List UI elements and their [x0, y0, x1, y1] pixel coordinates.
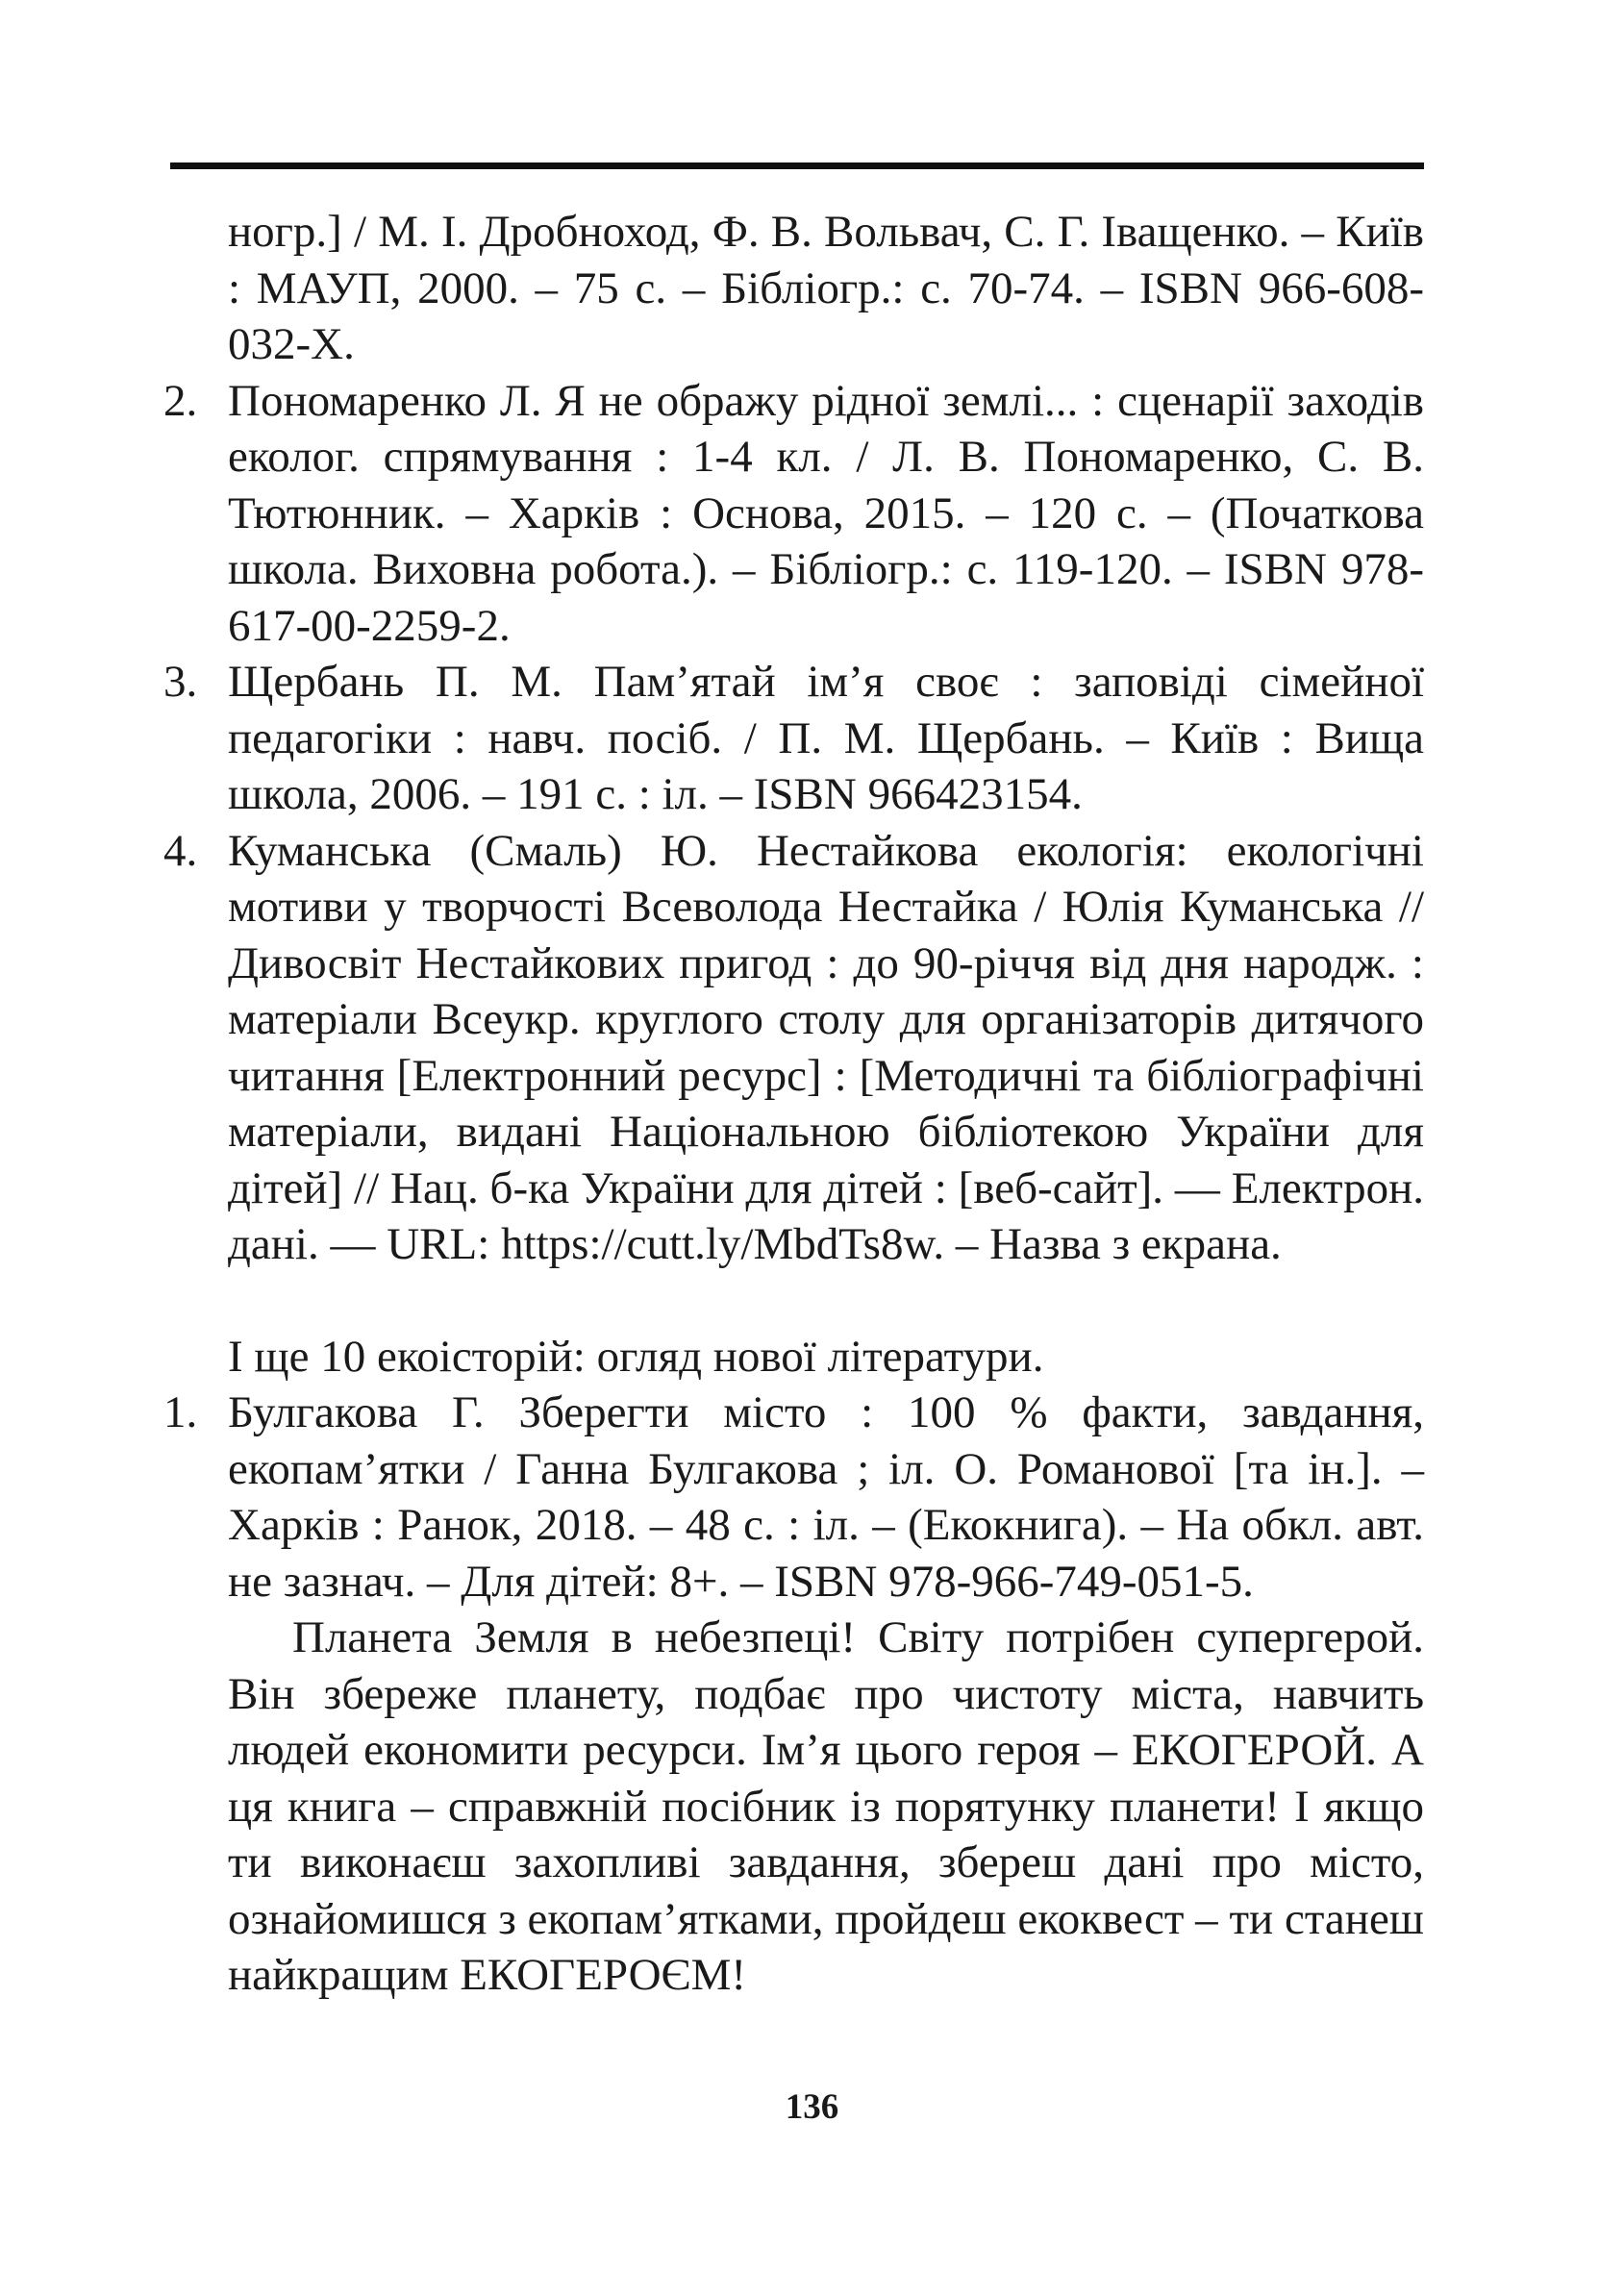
section-spacer	[163, 1273, 1424, 1329]
reference-continuation: ногр.] / М. І. Дробноход, Ф. В. Вольвач, С. Г. Іващенко. – Київ : МАУП, 2000. – 75 с. – Бібліогр.: с. 70-74. – ISBN 966-608-032-X.	[228, 207, 1424, 369]
header-rule	[170, 162, 1424, 169]
reference-list	[163, 373, 1424, 1273]
page-number: 136	[785, 2087, 839, 2127]
list-item	[163, 654, 1424, 823]
list-item-number: 4.	[163, 825, 198, 876]
list-item-number: 2.	[163, 375, 198, 426]
list-item-number: 1.	[163, 1387, 198, 1437]
list-item-number: 3.	[163, 657, 198, 707]
list-item-text: Пономаренко Л. Я не ображу рідної землі... : сценарії заходів еколог. спрямування : 1-4 кл. / Л. В. Пономаренко, С. В. Тютюнник. – Харків : Основа, 2015. – 120 с. – (Початкова школа. Виховна робота.). – Бібліогр.: с. 119-120. – ISBN 978-617-00-2259-2.	[228, 375, 1424, 651]
list-item-text: Куманська (Смаль) Ю. Нестайкова екологія: екологічні мотиви у творчості Всеволода Нестайка / Юлія Куманська // Дивосвіт Нестайкових пригод : до 90-річчя від дня народж. : матеріали Всеукр. круглого столу для організаторів дитячого читання [Електронний ресурс] : [Методичні та бібліографічні матеріали, видані Національною бібліотекою України для дітей] // Нац. б-ка України для дітей : [веб-сайт]. — Електрон. дані. — URL: https://cutt.ly/MbdTs8w. – Назва з екрана.	[228, 825, 1424, 1269]
list-item-text: Булгакова Г. Зберегти місто : 100 % факти, завдання, екопам’ятки / Ганна Булгакова ; іл. О. Романової [та ін.]. – Харків : Ранок, 2018. – 48 с. : іл. – (Екокнига). – На обкл. авт. не зазнач. – Для дітей: 8+. – ISBN 978-966-749-051-5.	[228, 1387, 1424, 1607]
list-item	[163, 823, 1424, 1273]
section-intro: І ще 10 екоісторій: огляд нової літератури.	[228, 1331, 1044, 1382]
list-item-text: Щербань П. М. Пам’ятай ім’я своє : заповіді сімейної педагогіки : навч. посіб. / П. М. Щербань. – Київ : Вища школа, 2006. – 191 с. : іл. – ISBN 966423154.	[228, 657, 1424, 819]
book-list	[163, 1385, 1424, 1610]
list-item	[163, 1385, 1424, 1610]
page-content	[163, 204, 1424, 2004]
list-item	[163, 373, 1424, 655]
book-annotation: Планета Земля в небезпеці! Світу потрібен супергерой. Він збереже планету, подбає про чистоту міста, навчить людей економити ресурси. Ім’я цього героя – ЕКОГЕРОЙ. А ця книга – справжній посібник із порятунку планети! І якщо ти виконаєш захопливі завдання, збереш дані про місто, ознайомишся з екопам’ятками, пройдеш екоквест – ти станеш найкращим ЕКОГЕРОЄМ!	[228, 1612, 1424, 2000]
